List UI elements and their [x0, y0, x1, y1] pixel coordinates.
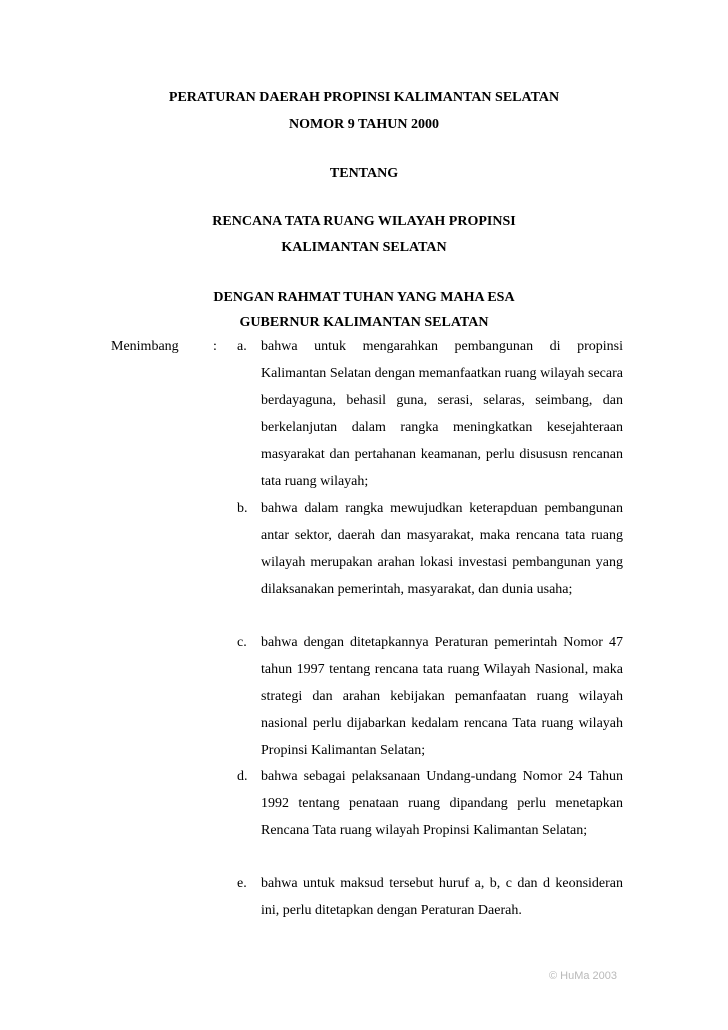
item-marker: d. — [237, 769, 248, 784]
rahmat-line: DENGAN RAHMAT TUHAN YANG MAHA ESA — [213, 290, 515, 305]
tentang-heading: TENTANG — [329, 166, 399, 181]
subject-line-2: KALIMANTAN SELATAN — [281, 240, 447, 255]
gubernur-line: GUBERNUR KALIMANTAN SELATAN — [239, 315, 489, 330]
copyright-notice: © HuMa 2003 — [549, 970, 618, 982]
item-marker: e. — [237, 876, 247, 891]
item-marker: b. — [237, 501, 248, 516]
menimbang-colon: : — [213, 339, 217, 354]
item-text: bahwa dengan ditetapkannya Peraturan pemerintah Nomor 47 tahun 1997 tentang rencana tata ruang Wilayah Nasional, maka strategi dan arahan kebijakan pemanfaatan ruang wilayah nasional perlu dijabarkan kedalam rencana Tata ruang wilayah Propinsi Kalimantan Selatan; — [261, 635, 623, 758]
subject-line-1: RENCANA TATA RUANG WILAYAH PROPINSI — [212, 214, 516, 229]
item-text: bahwa untuk mengarahkan pembangunan di propinsi Kalimantan Selatan dengan memanfaatkan ruang wilayah secara berdayaguna, behasil guna, serasi, selaras, seimbang, dan berkelanjutan dalam rangka meningkatkan kesejahteraan masyarakat dan pertahanan keamanan, perlu disususn rencanan tata ruang wilayah; — [261, 339, 623, 489]
item-text: bahwa untuk maksud tersebut huruf a, b, c dan d keonsideran ini, perlu ditetapkan dengan Peraturan Daerah. — [261, 876, 623, 918]
regulation-title: PERATURAN DAERAH PROPINSI KALIMANTAN SELATAN — [168, 90, 560, 105]
menimbang-label: Menimbang — [111, 339, 179, 354]
item-marker: a. — [237, 339, 247, 354]
item-marker: c. — [237, 635, 247, 650]
regulation-number: NOMOR 9 TAHUN 2000 — [289, 117, 439, 132]
item-text: bahwa sebagai pelaksanaan Undang-undang Nomor 24 Tahun 1992 tentang penataan ruang dipandang perlu menetapkan Rencana Tata ruang wilayah Propinsi Kalimantan Selatan; — [261, 769, 623, 838]
item-text: bahwa dalam rangka mewujudkan keterapduan pembangunan antar sektor, daerah dan masyarakat, maka rencana tata ruang wilayah merupakan arahan lokasi investasi pembangunan yang dilaksanakan pemerintah, masyarakat, dan dunia usaha; — [261, 501, 623, 597]
